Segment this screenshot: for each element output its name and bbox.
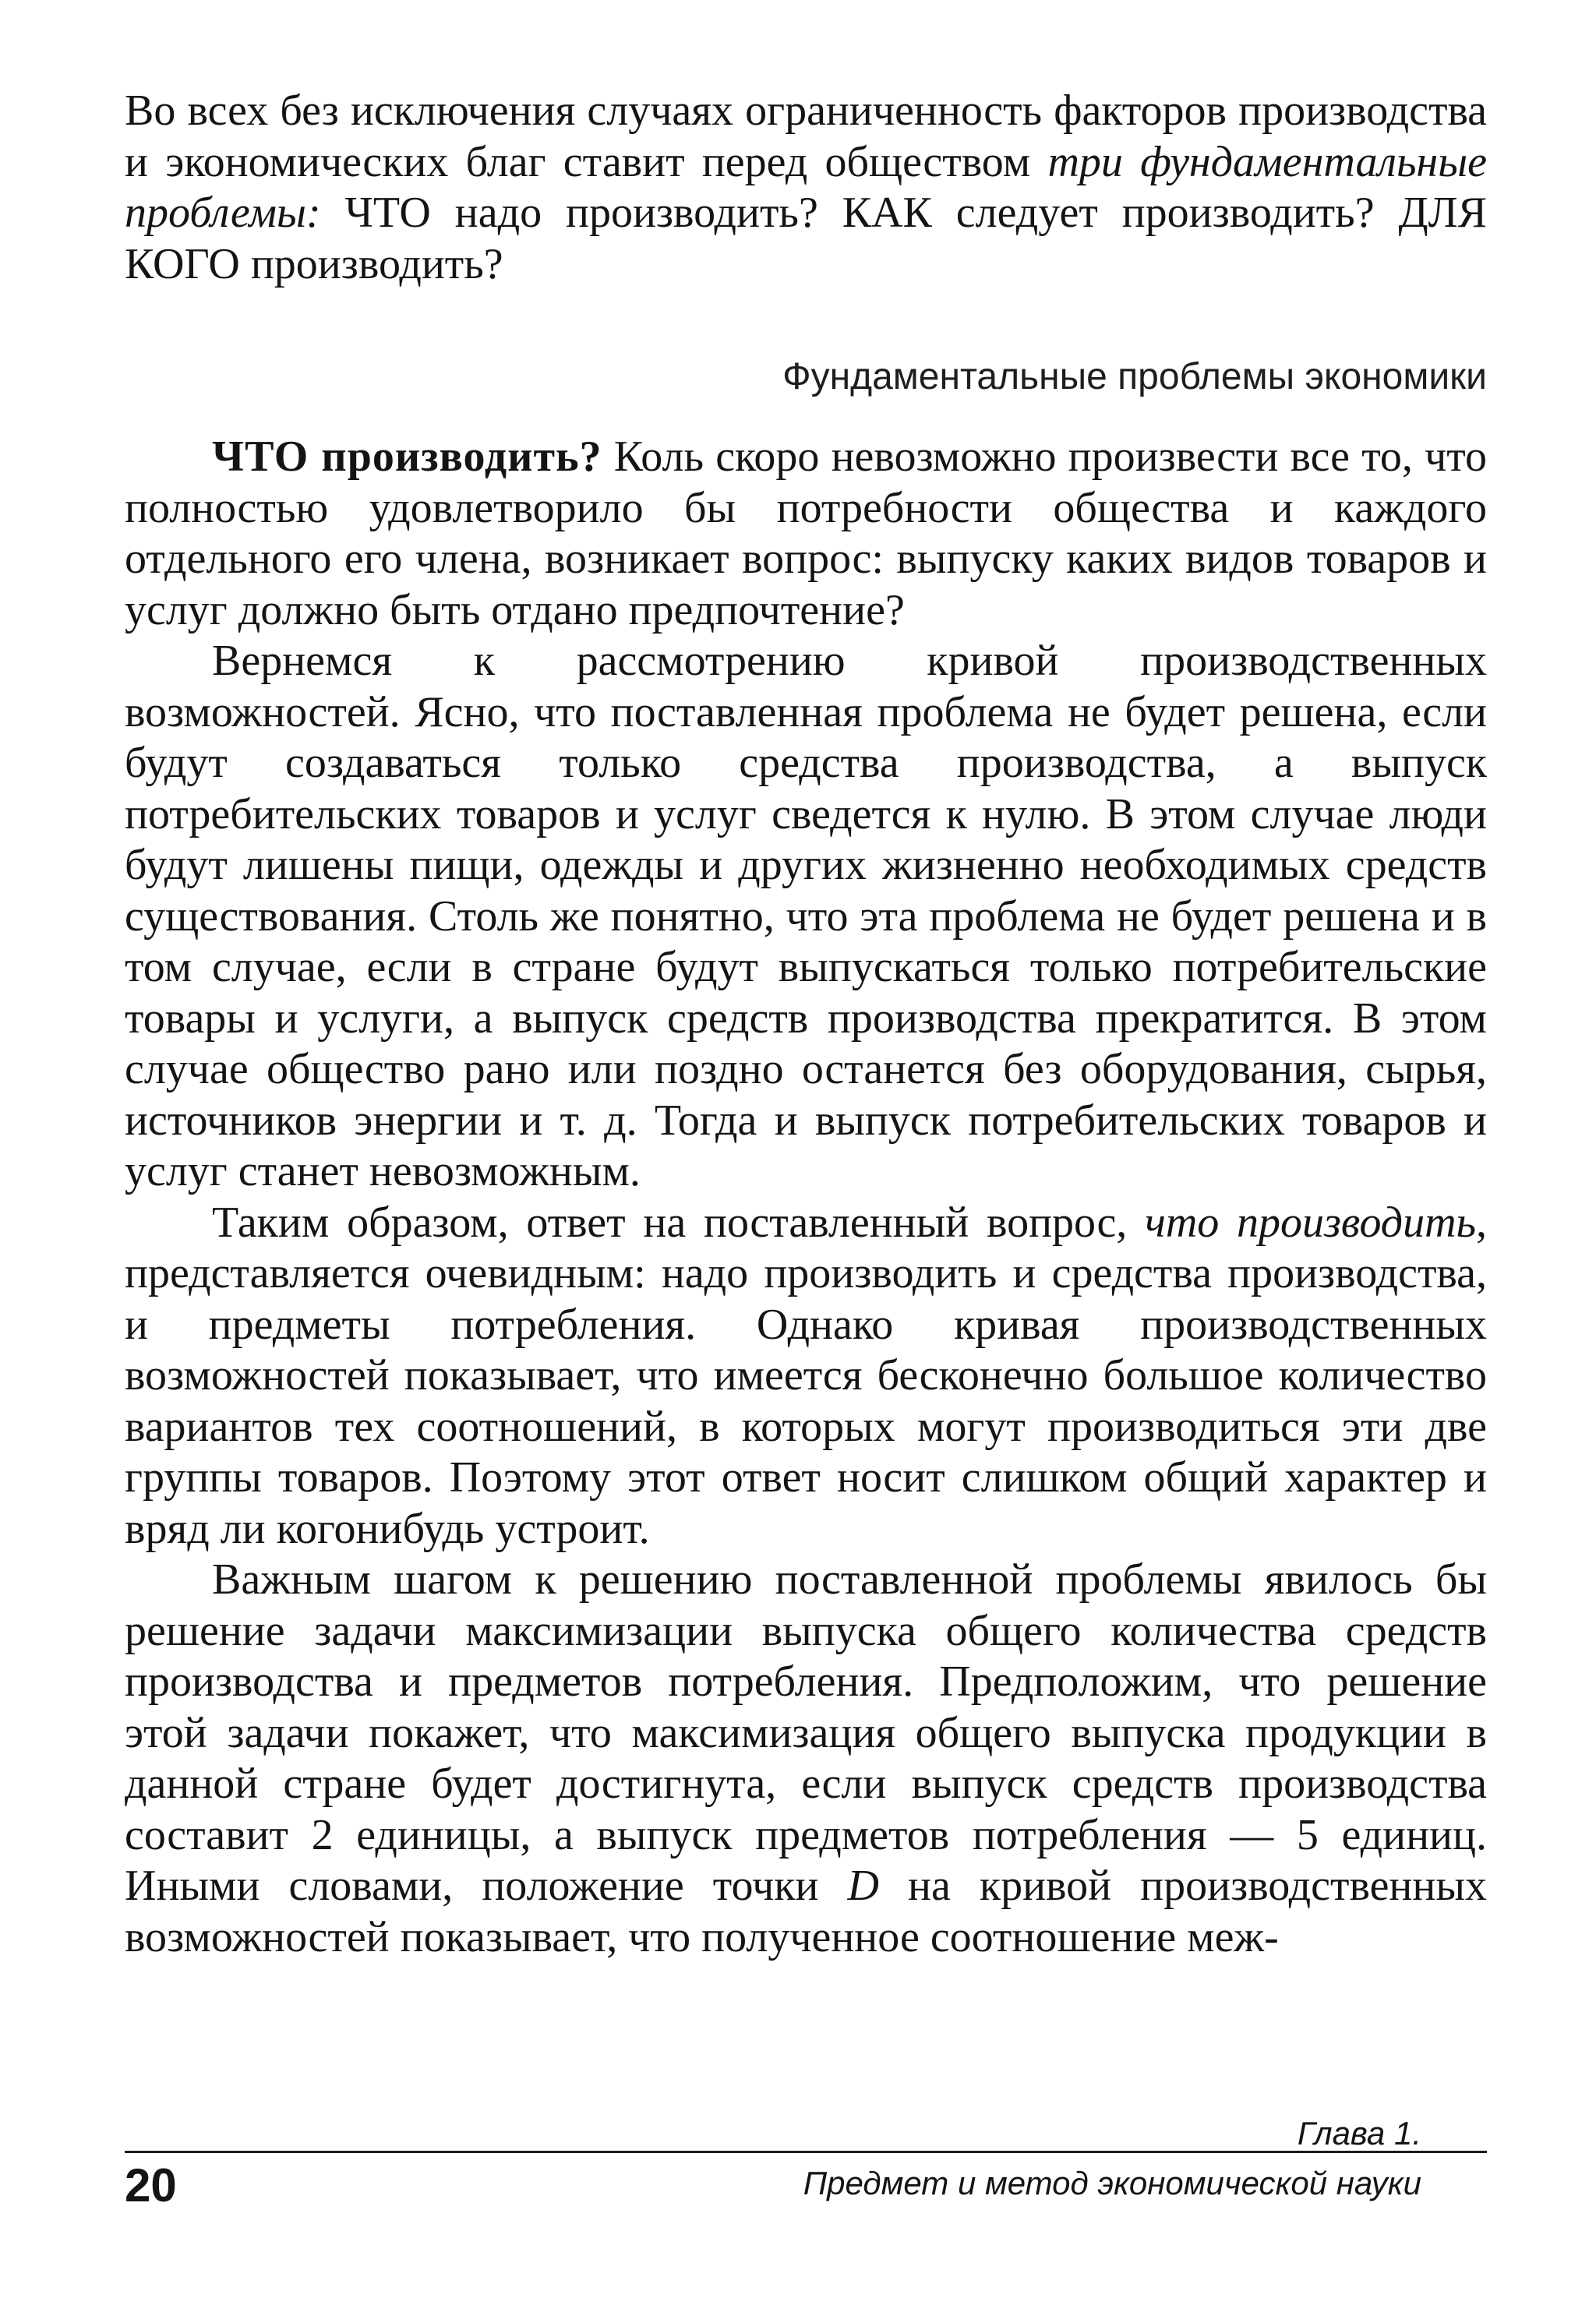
paragraph3-text-after: , представляется очевидным: надо производить и средства производства, и предметы потребления. Однако кривая производственных возможностей показывает, что имеется бесконечно большое количество вариантов тех соотношений, в которых могут производиться эти две группы товаров. Поэтому этот ответ носит слишком общий характер и вряд ли когонибудь устроит. (125, 1198, 1487, 1553)
paragraph-4 (125, 1555, 1487, 1963)
chapter-label: Глава 1. (1297, 2115, 1421, 2152)
section-heading: Фундаментальные проблемы экономики (782, 356, 1487, 397)
paragraph3-italic: что производить (1145, 1198, 1476, 1247)
paragraph-what-to-produce (125, 432, 1487, 636)
term-what-to-produce: ЧТО производить? (212, 432, 602, 481)
paragraph1-text: Коль скоро невозможно произвести все то, что полностью удовлетворило бы потребности общества и каждого отдельного его члена, возникает вопрос: выпуску каких видов товаров и услуг должно быть отдано предпочтение? (125, 432, 1487, 634)
paragraph4-text-after: на кривой производственных возможностей показывает, что полученное соотношение меж- (125, 1862, 1487, 1961)
intro-text-after: ЧТО надо производить? КАК следует производить? ДЛЯ КОГО производить? (125, 189, 1487, 288)
page-body (125, 86, 1487, 1963)
intro-paragraph (125, 86, 1487, 290)
paragraph4-text-before: Важным шагом к решению поставленной проблемы явилось бы решение задачи максимизации выпуска общего количества средств производства и предметов потребления. Предположим, что решение этой задачи покажет, что максимизация общего выпуска продукции в данной стране будет достигнута, если выпуск средств производства составит 2 единицы, а выпуск предметов потребления — 5 единиц. Иными словами, положение точки (125, 1555, 1487, 1910)
paragraph-3 (125, 1198, 1487, 1555)
intro-text-before: Во всех без исключения случаях ограниченность факторов производства и экономических благ ставит перед обществом (125, 86, 1487, 186)
intro-italic: три фундаментальные проблемы: (125, 137, 1487, 237)
page-footer (125, 2115, 1487, 2212)
page-number: 20 (125, 2159, 177, 2212)
paragraph3-text-before: Таким образом, ответ на поставленный вопрос, (212, 1198, 1146, 1247)
point-label: D (847, 1862, 879, 1910)
chapter-subtitle: Предмет и метод экономической науки (803, 2165, 1421, 2201)
footer-divider (125, 2151, 1487, 2153)
paragraph-2: Вернемся к рассмотрению кривой производственных возможностей. Ясно, что поставленная проблема не будет решена, если будут создаваться только средства производства, а выпуск потребительских товаров и услуг сведется к нулю. В этом случае люди будут лишены пищи, одежды и других жизненно необходимых средств существования. Столь же понятно, что эта проблема не будет решена и в том случае, если в стране будут выпускаться только потребительские товары и услуги, а выпуск средств производства прекратится. В этом случае общество рано или поздно останется без оборудования, сырья, источников энергии и т. д. Тогда и выпуск потребительских товаров и услуг станет невозможным. (125, 637, 1487, 1195)
